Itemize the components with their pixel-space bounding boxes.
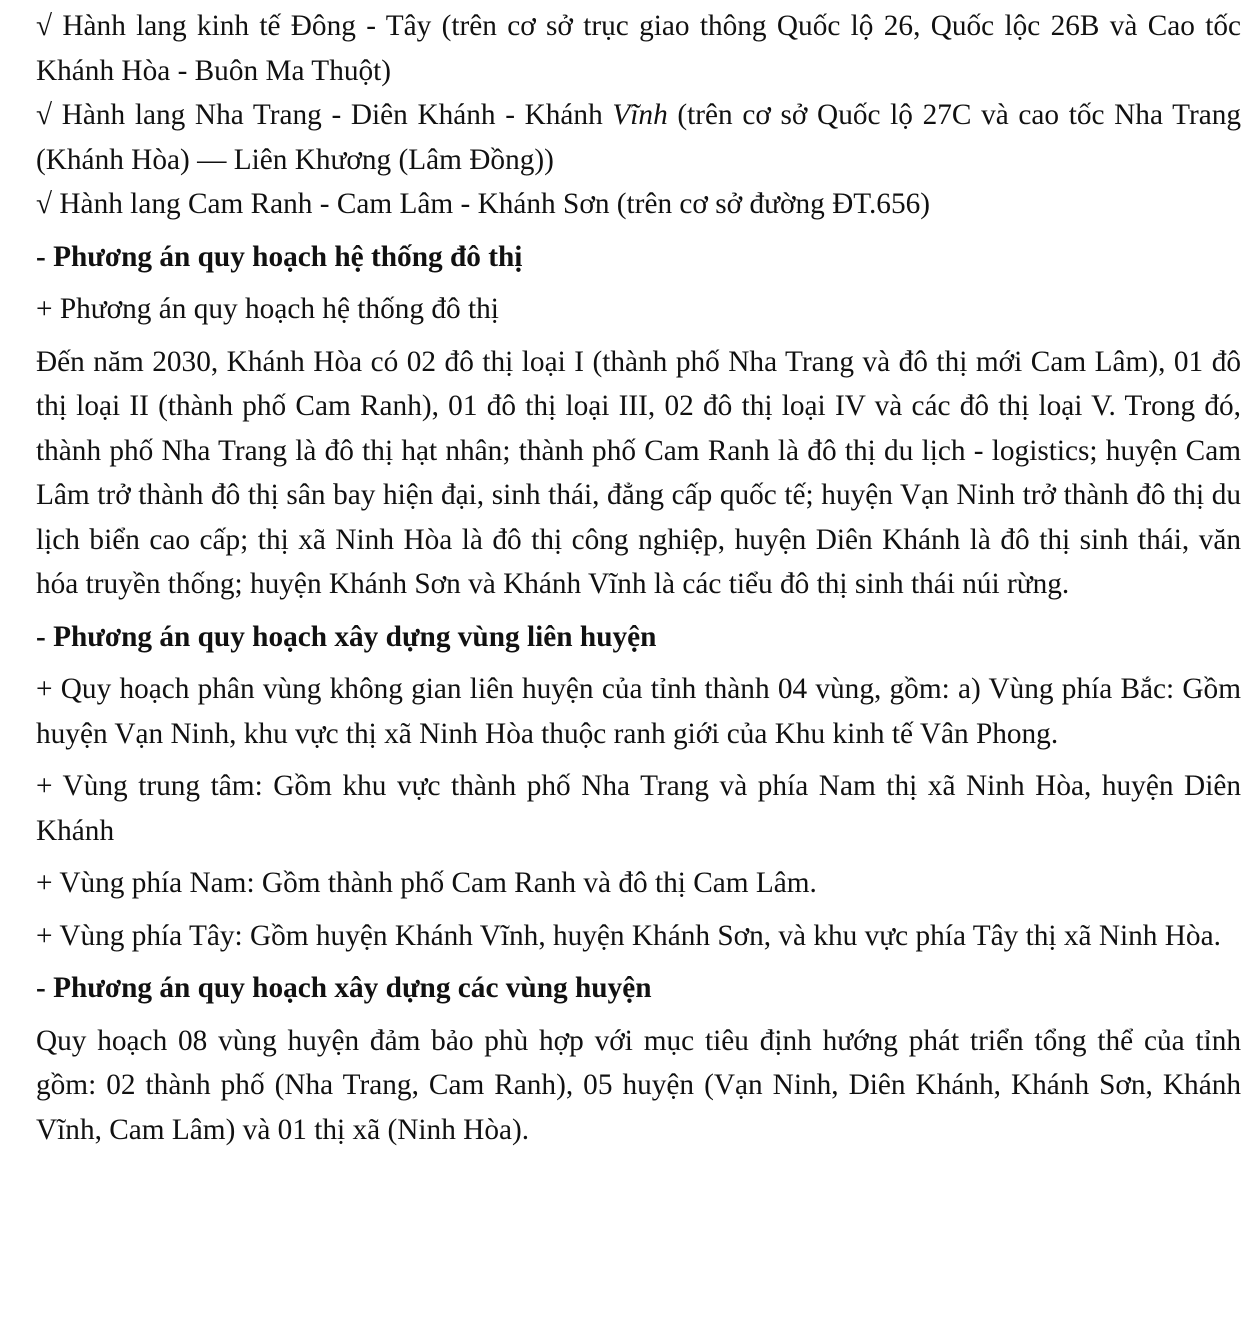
document-page bbox=[36, 4, 1241, 1152]
urban-system-subheading: + Phương án quy hoạch hệ thống đô thị bbox=[36, 293, 499, 325]
inter-district-item-2: + Vùng trung tâm: Gồm khu vực thành phố Nha Trang và phía Nam thị xã Ninh Hòa, huyện Diên Khánh bbox=[36, 770, 1241, 847]
inter-district-heading: - Phương án quy hoạch xây dựng vùng liên huyện bbox=[36, 620, 657, 653]
corridor-cam-ranh: √ Hành lang Cam Ranh - Cam Lâm - Khánh Sơn (trên cơ sở đường ĐT.656) bbox=[36, 188, 930, 220]
corridor-nha-trang-text-after: (trên cơ sở Quốc lộ 27C và cao tốc Nha Trang (Khánh Hòa) — Liên Khương (Lâm Đồng)) bbox=[36, 99, 1241, 176]
district-heading: - Phương án quy hoạch xây dựng các vùng huyện bbox=[36, 972, 652, 1004]
corridor-nha-trang-text: √ Hành lang Nha Trang - Diên Khánh - Khánh bbox=[36, 99, 613, 131]
inter-district-item-4: + Vùng phía Tây: Gồm huyện Khánh Vĩnh, huyện Khánh Sơn, và khu vực phía Tây thị xã Ninh Hòa. bbox=[36, 919, 1221, 952]
inter-district-item-3: + Vùng phía Nam: Gồm thành phố Cam Ranh và đô thị Cam Lâm. bbox=[36, 867, 817, 899]
urban-system-paragraph: Đến năm 2030, Khánh Hòa có 02 đô thị loại I (thành phố Nha Trang và đô thị mới Cam Lâm), 01 đô thị loại II (thành phố Cam Ranh), 01 đô thị loại III, 02 đô thị loại IV và các đô thị loại V. Trong đó, thành phố Nha Trang là đô thị hạt nhân; thành phố Cam Ranh là đô thị du lịch - logistics; huyện Cam Lâm trở thành đô thị sân bay hiện đại, sinh thái, đẳng cấp quốc tế; huyện Vạn Ninh trở thành đô thị du lịch biển cao cấp; thị xã Ninh Hòa là đô thị công nghiệp, huyện Diên Khánh là đô thị sinh thái, văn hóa truyền thống; huyện Khánh Sơn và Khánh Vĩnh là các tiểu đô thị sinh thái núi rừng. bbox=[36, 345, 1241, 600]
district-paragraph: Quy hoạch 08 vùng huyện đảm bảo phù hợp với mục tiêu định hướng phát triển tổng thể của tỉnh gồm: 02 thành phố (Nha Trang, Cam Ranh), 05 huyện (Vạn Ninh, Diên Khánh, Khánh Sơn, Khánh Vĩnh, Cam Lâm) và 01 thị xã (Ninh Hòa). bbox=[36, 1024, 1241, 1146]
corridor-east-west: √ Hành lang kinh tế Đông - Tây (trên cơ sở trục giao thông Quốc lộ 26, Quốc lộc 26B và Cao tốc Khánh Hòa - Buôn Ma Thuột) bbox=[36, 10, 1241, 87]
corridor-nha-trang bbox=[36, 93, 1241, 182]
urban-system-heading: - Phương án quy hoạch hệ thống đô thị bbox=[36, 240, 523, 273]
corridor-nha-trang-italic: Vĩnh bbox=[612, 99, 668, 131]
inter-district-item-1: + Quy hoạch phân vùng không gian liên huyện của tỉnh thành 04 vùng, gồm: a) Vùng phía Bắc: Gồm huyện Vạn Ninh, khu vực thị xã Ninh Hòa thuộc ranh giới của Khu kinh tế Vân Phong. bbox=[36, 673, 1241, 750]
